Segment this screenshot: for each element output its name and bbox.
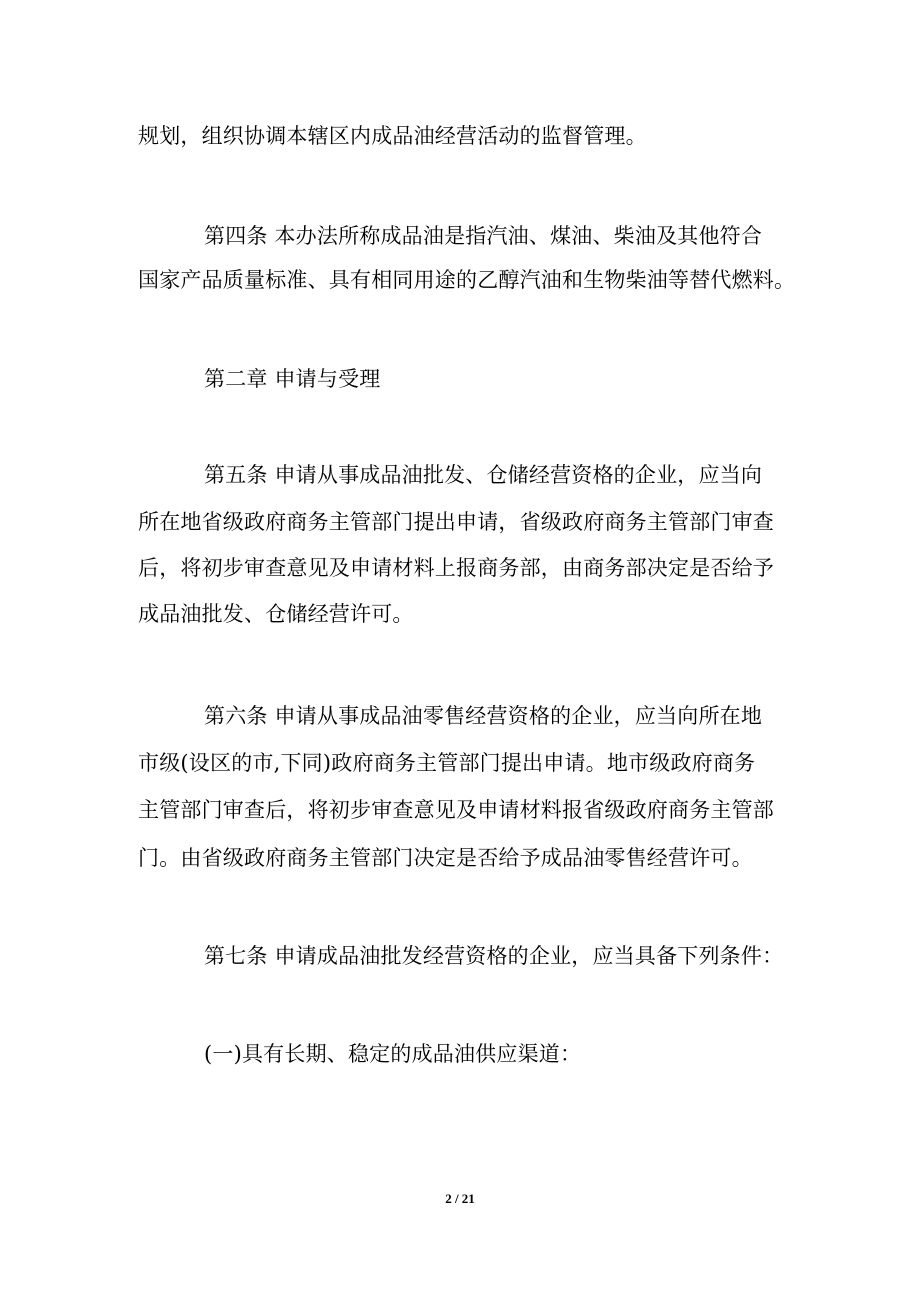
article-6-line-2: 市级(设区的市,下同)政府商务主管部门提出申请。地市级政府商务 <box>138 751 756 775</box>
article-4-line-2: 国家产品质量标准、具有相同用途的乙醇汽油和生物柴油等替代燃料。 <box>138 268 796 292</box>
article-4-line-1: 第四条 本办法所称成品油是指汽油、煤油、柴油及其他符合 <box>204 224 763 248</box>
article-5-line-3: 后，将初步审查意见及申请材料上报商务部，由商务部决定是否给予 <box>138 556 774 580</box>
article-6-line-4: 门。由省级政府商务主管部门决定是否给予成品油零售经营许可。 <box>138 846 753 870</box>
paragraph-line: 规划，组织协调本辖区内成品油经营活动的监督管理。 <box>138 124 647 148</box>
article-6-line-1: 第六条 申请从事成品油零售经营资格的企业，应当向所在地 <box>204 704 763 728</box>
article-5-line-4: 成品油批发、仓储经营许可。 <box>138 602 414 626</box>
article-7-line-1: 第七条 申请成品油批发经营资格的企业，应当具备下列条件： <box>204 944 784 968</box>
page-number: 2 / 21 <box>445 1191 475 1206</box>
article-6-line-3: 主管部门审查后，将初步审查意见及申请材料报省级政府商务主管部 <box>138 798 774 822</box>
item-1-line-1: (一)具有长期、稳定的成品油供应渠道： <box>204 1042 582 1066</box>
article-5-line-1: 第五条 申请从事成品油批发、仓储经营资格的企业，应当向 <box>204 463 763 487</box>
chapter-2-heading: 第二章 申请与受理 <box>204 367 381 391</box>
article-5-line-2: 所在地省级政府商务主管部门提出申请，省级政府商务主管部门审查 <box>138 510 774 534</box>
